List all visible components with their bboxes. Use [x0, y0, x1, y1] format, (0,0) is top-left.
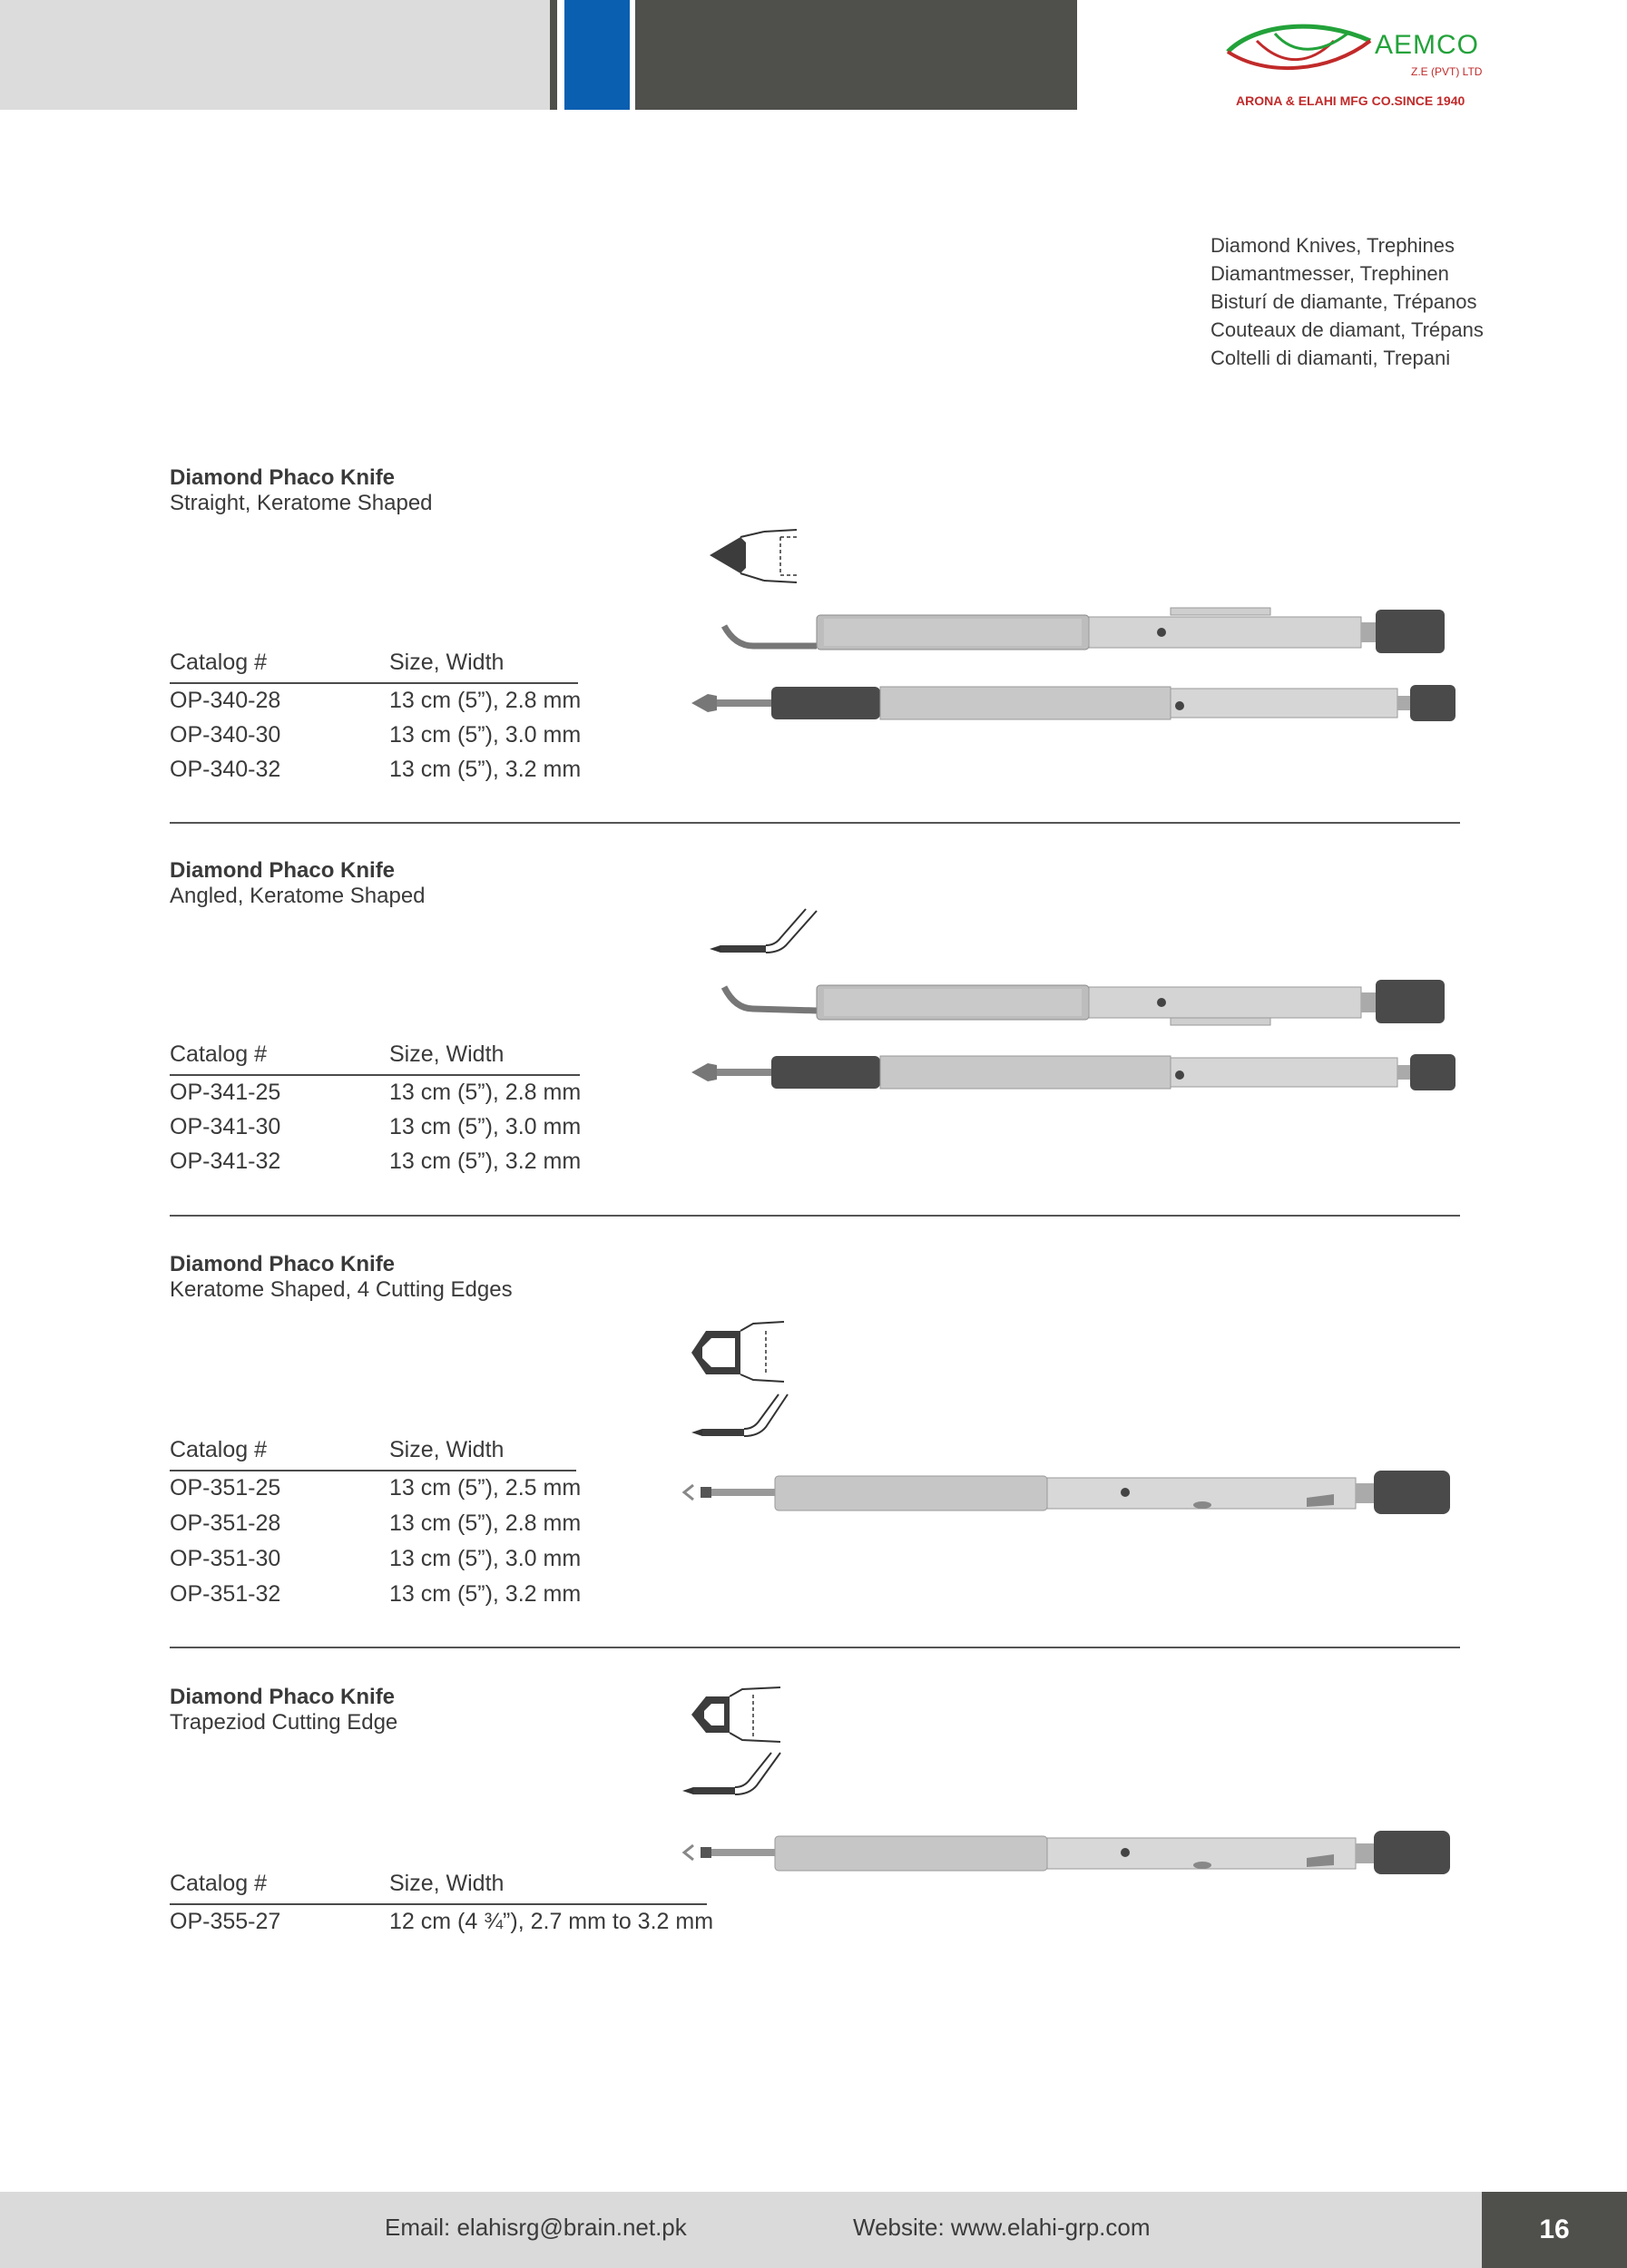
blade-tip-trapezoid-icon: [690, 1686, 789, 1749]
section-title: Diamond Phaco Knife: [170, 1252, 396, 1276]
section-divider: [170, 1215, 1460, 1217]
category-item: Bisturí de diamante, Trépanos: [1210, 290, 1477, 313]
size-width: 13 cm (5”), 2.8 mm: [389, 1510, 582, 1536]
category-item: Couteaux de diamant, Trépans: [1210, 318, 1484, 341]
catalog-table: [170, 1437, 642, 1618]
section-divider: [170, 1647, 1460, 1648]
size-width: 13 cm (5”), 2.5 mm: [389, 1475, 582, 1501]
catalog-number: OP-341-32: [170, 1149, 281, 1174]
column-header-size: Size, Width: [389, 650, 505, 675]
catalog-number: OP-351-25: [170, 1475, 281, 1501]
column-header-catalog: Catalog #: [170, 650, 268, 675]
column-header-size: Size, Width: [389, 1871, 505, 1896]
blade-tip-angled-icon: [708, 907, 826, 966]
footer-website[interactable]: Website: www.elahi-grp.com: [853, 2214, 1151, 2241]
column-header-catalog: Catalog #: [170, 1437, 268, 1462]
section-subtitle: Trapeziod Cutting Edge: [170, 1710, 398, 1735]
footer-email[interactable]: Email: elahisrg@brain.net.pk: [385, 2214, 687, 2241]
size-width: 13 cm (5”), 3.2 mm: [389, 757, 582, 782]
section-divider: [170, 822, 1460, 824]
section-title: Diamond Phaco Knife: [170, 858, 396, 883]
section-title: Diamond Phaco Knife: [170, 1685, 396, 1709]
size-width: 13 cm (5”), 2.8 mm: [389, 1080, 582, 1105]
size-width: 13 cm (5”), 3.2 mm: [389, 1149, 582, 1174]
header-dark-band: [635, 0, 1077, 110]
catalog-table: [170, 1871, 732, 1952]
size-width: 13 cm (5”), 2.8 mm: [389, 688, 582, 713]
blade-tip-angled-icon: [690, 1393, 799, 1447]
knife-knurled-handle-image: [681, 1465, 1461, 1520]
page-number: 16: [1482, 2192, 1627, 2268]
knife-angled-handle-image: [717, 599, 1461, 662]
catalog-number: OP-340-30: [170, 722, 281, 748]
section-subtitle: Angled, Keratome Shaped: [170, 884, 426, 908]
header-grey-band: [0, 0, 550, 110]
knife-straight-handle-image: [690, 676, 1461, 730]
table-header-rule: [170, 1470, 576, 1471]
catalog-table: [170, 650, 642, 795]
knife-angled-handle-image: [717, 978, 1461, 1041]
catalog-number: OP-351-28: [170, 1510, 281, 1536]
header-blue-strip: [564, 0, 630, 110]
section-subtitle: Straight, Keratome Shaped: [170, 491, 433, 515]
knife-straight-handle-image: [690, 1045, 1461, 1100]
logo-subtitle: Z.E (PVT) LTD: [1411, 65, 1483, 78]
catalog-number: OP-355-27: [170, 1909, 281, 1934]
company-logo: [1220, 14, 1502, 113]
catalog-number: OP-341-30: [170, 1114, 281, 1139]
size-width: 13 cm (5”), 3.0 mm: [389, 1114, 582, 1139]
size-width: 12 cm (4 ¾”), 2.7 mm to 3.2 mm: [389, 1909, 714, 1934]
blade-tip-straight-icon: [708, 524, 808, 588]
category-item: Diamond Knives, Trephines: [1210, 234, 1455, 257]
section-title: Diamond Phaco Knife: [170, 465, 396, 490]
header-dark-strip: [550, 0, 557, 110]
blade-tip-angled-icon: [681, 1751, 789, 1805]
category-item: Diamantmesser, Trephinen: [1210, 262, 1449, 285]
size-width: 13 cm (5”), 3.2 mm: [389, 1581, 582, 1607]
logo-name: AEMCO: [1375, 30, 1480, 60]
column-header-catalog: Catalog #: [170, 1871, 268, 1896]
table-header-rule: [170, 682, 578, 684]
catalog-number: OP-340-32: [170, 757, 281, 782]
size-width: 13 cm (5”), 3.0 mm: [389, 722, 582, 748]
category-list: [1210, 231, 1484, 372]
catalog-number: OP-340-28: [170, 688, 281, 713]
column-header-size: Size, Width: [389, 1437, 505, 1462]
table-header-rule: [170, 1074, 580, 1076]
knife-knurled-handle-image: [681, 1825, 1461, 1880]
catalog-number: OP-351-30: [170, 1546, 281, 1571]
table-header-rule: [170, 1903, 707, 1905]
blade-tip-four-edge-icon: [690, 1320, 789, 1383]
column-header-catalog: Catalog #: [170, 1041, 268, 1067]
footer-bar: [0, 2192, 1482, 2268]
section-subtitle: Keratome Shaped, 4 Cutting Edges: [170, 1277, 513, 1302]
logo-tagline: ARONA & ELAHI MFG CO.SINCE 1940: [1236, 93, 1465, 108]
category-item: Coltelli di diamanti, Trepani: [1210, 347, 1451, 369]
eye-logo-icon: [1220, 14, 1379, 86]
catalog-number: OP-341-25: [170, 1080, 281, 1105]
column-header-size: Size, Width: [389, 1041, 505, 1067]
size-width: 13 cm (5”), 3.0 mm: [389, 1546, 582, 1571]
catalog-table: [170, 1041, 642, 1187]
catalog-number: OP-351-32: [170, 1581, 281, 1607]
